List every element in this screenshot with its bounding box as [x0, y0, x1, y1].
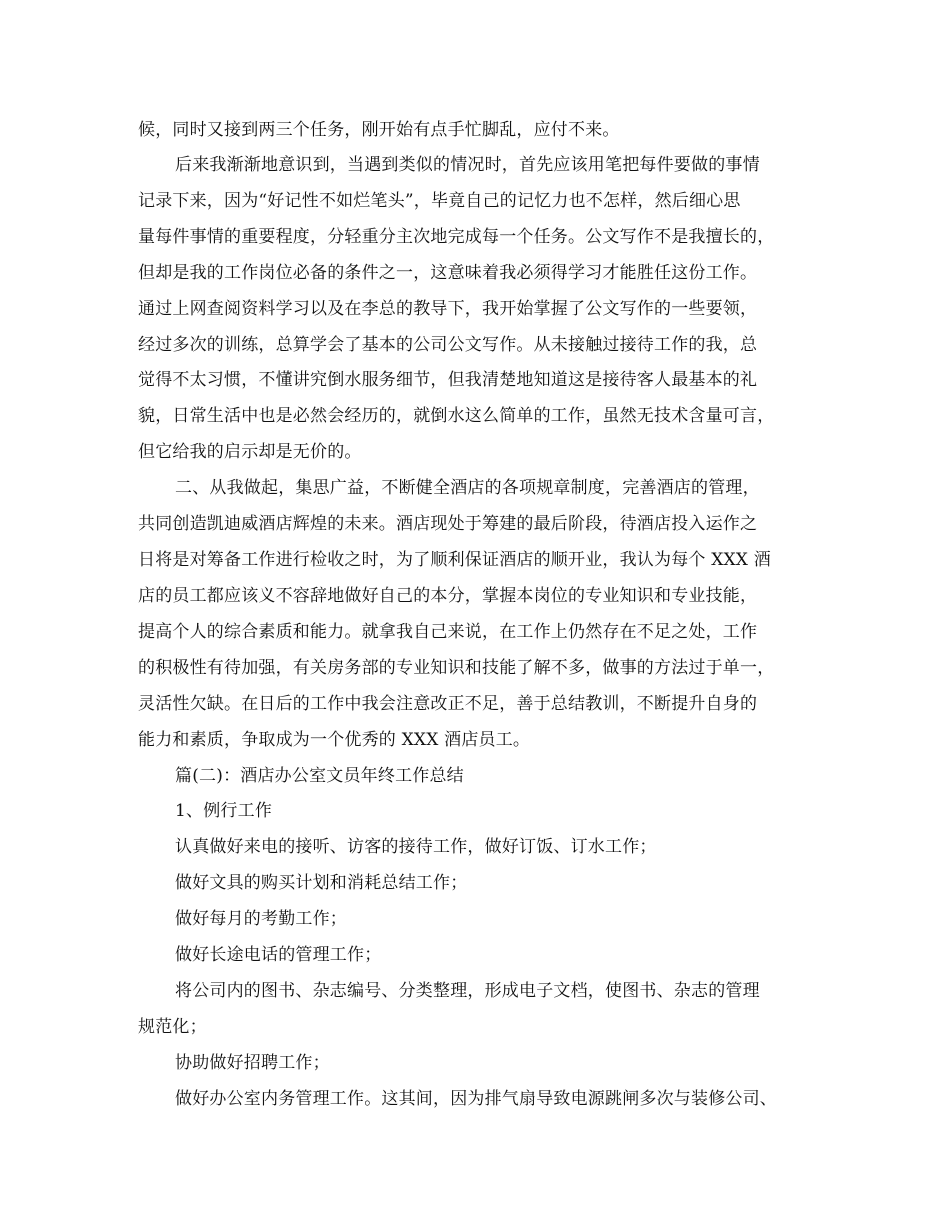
- text-line: 店的员工都应该义不容辞地做好自己的本分，掌握本岗位的专业知识和专业技能，: [138, 586, 758, 606]
- text-line: 但却是我的工作岗位必备的条件之一，这意味着我必须得学习才能胜任这份工作。: [138, 263, 758, 283]
- text-line: 记录下来，因为“好记性不如烂笔头”，毕竟自己的记忆力也不怎样，然后细心思: [138, 191, 741, 211]
- list-item: 协助做好招聘工作；: [175, 1053, 330, 1073]
- text-line: 量每件事情的重要程度，分轻重分主次地完成每一个任务。公文写作不是我擅长的，: [138, 227, 775, 247]
- text-line: 提高个人的综合素质和能力。就拿我自己来说，在工作上仍然存在不足之处，工作: [138, 622, 758, 642]
- text-line: 灵活性欠缺。在日后的工作中我会注意改正不足，善于总结教训，不断提升自身的: [138, 694, 758, 714]
- list-item: 做好长途电话的管理工作；: [175, 945, 382, 965]
- text-line: 后来我渐渐地意识到，当遇到类似的情况时，首先应该用笔把每件要做的事情: [175, 155, 760, 175]
- text-line: 貌，日常生活中也是必然会经历的，就倒水这么简单的工作，虽然无技术含量可言，: [138, 406, 775, 426]
- text-line: 觉得不太习惯，不懂讲究倒水服务细节，但我清楚地知道这是接待客人最基本的礼: [138, 370, 758, 390]
- text-line: 能力和素质，争取成为一个优秀的 XXX 酒店员工。: [138, 730, 531, 750]
- list-item: 认真做好来电的接听、访客的接待工作，做好订饭、订水工作；: [175, 837, 657, 857]
- text-line: 二、从我做起，集思广益，不断健全酒店的各项规章制度，完善酒店的管理，: [175, 478, 760, 498]
- text-line: 的积极性有待加强，有关房务部的专业知识和技能了解不多，做事的方法过于单一，: [138, 658, 775, 678]
- list-item: 做好每月的考勤工作；: [175, 909, 347, 929]
- section-heading: 篇(二)：酒店办公室文员年终工作总结: [175, 766, 464, 786]
- text-line: 通过上网查阅资料学习以及在李总的教导下，我开始掌握了公文写作的一些要领，: [138, 299, 758, 319]
- list-item: 做好办公室内务管理工作。这其间，因为排气扇导致电源跳闸多次与装修公司、: [175, 1089, 777, 1109]
- text-line: 经过多次的训练，总算学会了基本的公司公文写作。从未接触过接待工作的我，总: [138, 335, 758, 355]
- text-line: 共同创造凯迪威酒店辉煌的未来。酒店现处于筹建的最后阶段，待酒店投入运作之: [138, 514, 758, 534]
- text-line: 日将是对筹备工作进行检收之时，为了顺利保证酒店的顺开业，我认为每个 XXX 酒: [138, 550, 771, 570]
- list-item: 做好文具的购买计划和消耗总结工作；: [175, 873, 468, 893]
- text-line: 但它给我的启示却是无价的。: [138, 442, 362, 462]
- text-line: 候，同时又接到两三个任务，刚开始有点手忙脚乱，应付不来。: [138, 120, 620, 140]
- subsection-heading: 1、例行工作: [175, 801, 273, 821]
- list-item-continuation: 规范化；: [138, 1017, 207, 1037]
- list-item: 将公司内的图书、杂志编号、分类整理，形成电子文档，使图书、杂志的管理: [175, 981, 760, 1001]
